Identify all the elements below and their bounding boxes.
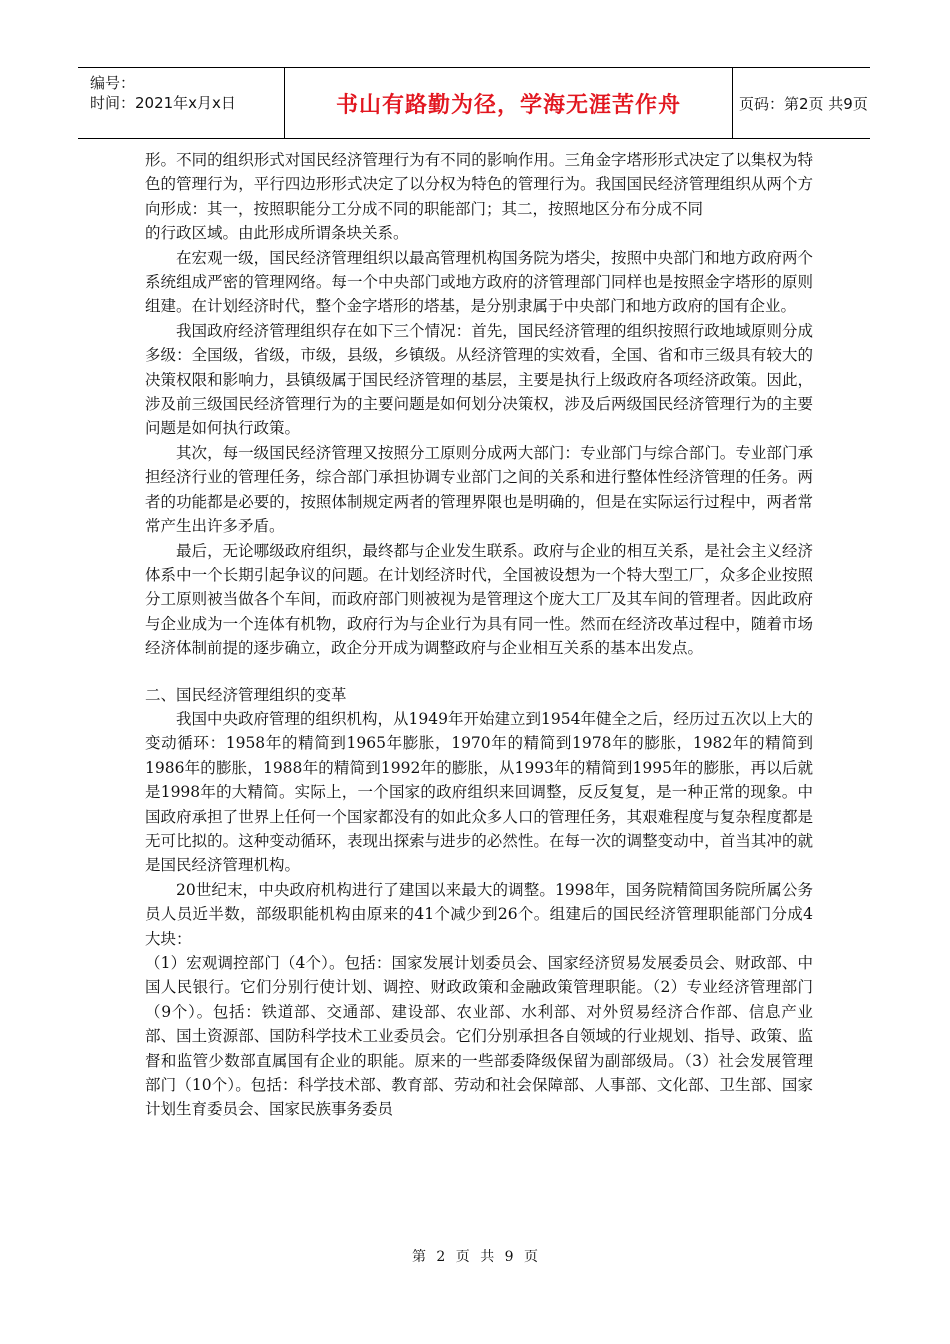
page-footer: 第 2 页 共 9 页 xyxy=(411,1249,539,1265)
document-body xyxy=(145,148,813,1122)
header-page-cell xyxy=(733,68,870,138)
page-header xyxy=(78,67,870,139)
paragraph: （1）宏观调控部门（4个）。包括：国家发展计划委员会、国家经济贸易发展委员会、财政部、中国人民银行。它们分别行使计划、调控、财政政策和金融政策管理职能。（2）专业经济管理部门（9个）。包括：铁道部、交通部、建设部、农业部、水利部、对外贸易经济合作部、信息产业部、国土资源部、国防科学技术工业委员会。它们分别承担各自领域的行业规划、指导、政策、监督和监管少数部直属国有企业的职能。原来的一些部委降级保留为副部级局。（3）社会发展管理部门（10个）。包括：科学技术部、教育部、劳动和社会保障部、人事部、文化部、卫生部、国家计划生育委员会、国家民族事务委员 xyxy=(145,954,813,1119)
paragraph: 20世纪末，中央政府机构进行了建国以来最大的调整。1998年，国务院精简国务院所属公务员人员近半数，部级职能机构由原来的41个减少到26个。组建后的国民经济管理职能部门分成4大块： xyxy=(145,880,813,948)
document-date-label: 时间：2021年x月x日 xyxy=(90,94,236,112)
paragraph: 在宏观一级，国民经济管理组织以最高管理机构国务院为塔尖，按照中央部门和地方政府两个系统组成严密的管理网络。每一个中央部门或地方政府的济管理部门同样也是按照金字塔形的原则组建。在计划经济时代，整个金字塔形的塔基，是分别隶属于中央部门和地方政府的国有企业。 xyxy=(145,248,813,316)
document-number-label: 编号： xyxy=(90,74,136,92)
motto-text: 书山有路勤为径，学海无涯苦作舟 xyxy=(335,92,681,118)
paragraph: 的行政区域。由此形成所谓条块关系。 xyxy=(145,224,409,243)
section-heading: 二、国民经济管理组织的变革 xyxy=(145,685,347,704)
paragraph: 我国中央政府管理的组织机构，从1949年开始建立到1954年健全之后，经历过五次以上大的变动循环：1958年的精简到1965年膨胀，1970年的精简到1978年的膨胀，1982年的精简到1986年的膨胀，1988年的精简到1992年的膨胀，从1993年的精简到1995年的膨胀，再以后就是1998年的大精简。实际上，一个国家的政府组织来回调整，反反复复，是一种正常的现象。中国政府承担了世界上任何一个国家都没有的如此众多人口的管理任务，其艰难程度与复杂程度都是无可比拟的。这种变动循环，表现出探索与进步的必然性。在每一次的调整变动中，首当其冲的就是国民经济管理机构。 xyxy=(145,709,813,875)
header-meta-cell xyxy=(78,68,285,138)
paragraph: 我国政府经济管理组织存在如下三个情况：首先，国民经济管理的组织按照行政地域原则分成多级：全国级，省级，市级，县级，乡镇级。从经济管理的实效看，全国、省和市三级具有较大的决策权限和影响力，县镇级属于国民经济管理的基层，主要是执行上级政府各项经济政策。因此，涉及前三级国民经济管理行为的主要问题是如何划分决策权，涉及后两级国民经济管理行为的主要问题是如何执行政策。 xyxy=(145,321,813,438)
page-code: 页码：第2页 共9页 xyxy=(739,94,868,113)
paragraph: 最后，无论哪级政府组织，最终都与企业发生联系。政府与企业的相互关系，是社会主义经济体系中一个长期引起争议的问题。在计划经济时代，全国被设想为一个特大型工厂，众多企业按照分工原则被当做各个车间，而政府部门则被视为是管理这个庞大工厂及其车间的管理者。因此政府与企业成为一个连体有机物，政府行为与企业行为具有同一性。然而在经济改革过程中，随着市场经济体制前提的逐步确立，政企分开成为调整政府与企业相互关系的基本出发点。 xyxy=(145,541,813,658)
paragraph: 其次，每一级国民经济管理又按照分工原则分成两大部门：专业部门与综合部门。专业部门承担经济行业的管理任务，综合部门承担协调专业部门之间的关系和进行整体性经济管理的任务。两者的功能都是必要的，按照体制规定两者的管理界限也是明确的，但是在实际运行过程中，两者常常产生出许多矛盾。 xyxy=(145,443,813,536)
paragraph: 形。不同的组织形式对国民经济管理行为有不同的影响作用。三角金字塔形形式决定了以集权为特色的管理行为，平行四边形形式决定了以分权为特色的管理行为。我国国民经济管理组织从两个方向形成：其一，按照职能分工分成不同的职能部门；其二，按照地区分布分成不同 xyxy=(145,151,813,218)
header-motto-cell xyxy=(285,68,733,138)
